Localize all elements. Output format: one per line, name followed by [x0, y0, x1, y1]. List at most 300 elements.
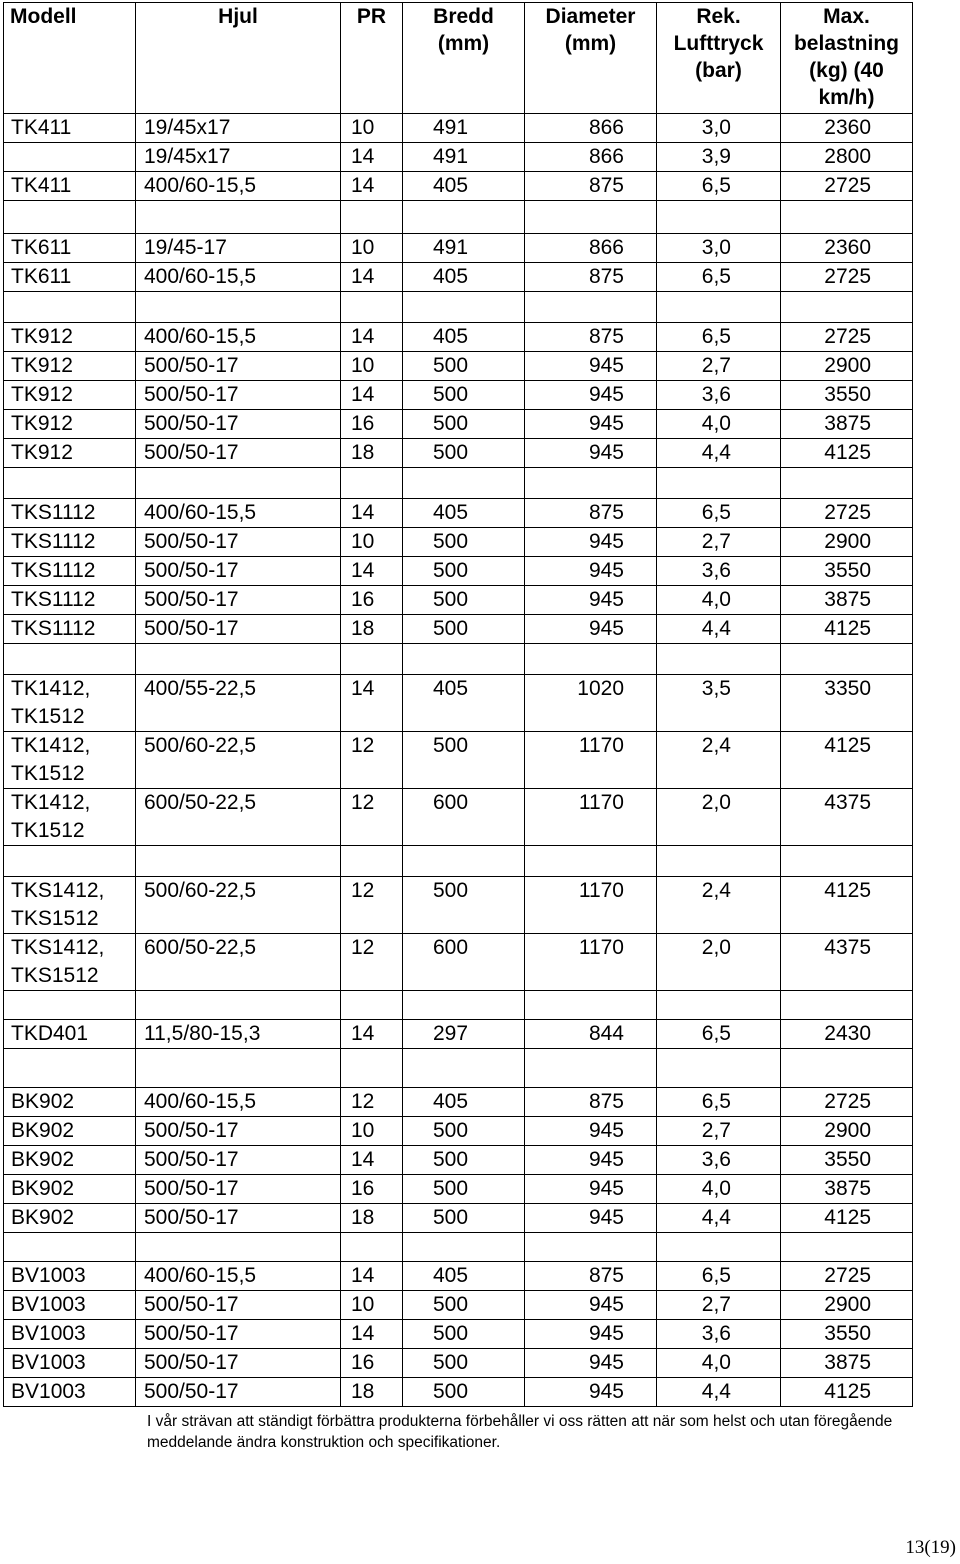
- table-cell: BK902: [4, 1204, 136, 1233]
- spacer-cell: [781, 644, 913, 675]
- table-cell: 500/50-17: [136, 615, 341, 644]
- table-cell: 500: [403, 352, 525, 381]
- table-cell: 500: [403, 1146, 525, 1175]
- table-cell: 3550: [781, 1146, 913, 1175]
- spacer-cell: [136, 1233, 341, 1262]
- table-row: [4, 586, 913, 615]
- spacer-cell: [403, 846, 525, 877]
- spacer-row: [4, 201, 913, 234]
- table-row: [4, 352, 913, 381]
- table-cell: 12: [341, 732, 403, 789]
- spacer-cell: [781, 846, 913, 877]
- table-cell: 2900: [781, 352, 913, 381]
- table-cell: 2360: [781, 234, 913, 263]
- table-cell: 400/60-15,5: [136, 1262, 341, 1291]
- spacer-cell: [136, 292, 341, 323]
- table-cell: 500: [403, 1117, 525, 1146]
- table-cell: 500/50-17: [136, 1291, 341, 1320]
- spacer-cell: [4, 1233, 136, 1262]
- table-cell: 19/45-17: [136, 234, 341, 263]
- table-cell: 14: [341, 323, 403, 352]
- table-cell: 6,5: [657, 323, 781, 352]
- table-row: [4, 934, 913, 991]
- spacer-cell: [657, 991, 781, 1020]
- table-cell: BV1003: [4, 1320, 136, 1349]
- table-row: [4, 499, 913, 528]
- spacer-cell: [525, 991, 657, 1020]
- table-cell: 6,5: [657, 1088, 781, 1117]
- table-cell: 18: [341, 439, 403, 468]
- table-row: [4, 528, 913, 557]
- spacer-cell: [781, 468, 913, 499]
- table-cell: 3875: [781, 586, 913, 615]
- table-cell: 500/60-22,5: [136, 877, 341, 934]
- spacer-cell: [657, 1049, 781, 1088]
- table-cell: 2,0: [657, 789, 781, 846]
- table-row: [4, 439, 913, 468]
- spacer-cell: [525, 846, 657, 877]
- table-row: [4, 1175, 913, 1204]
- table-cell: 400/60-15,5: [136, 263, 341, 292]
- table-cell: 500: [403, 1378, 525, 1407]
- table-row: [4, 1088, 913, 1117]
- table-cell: 2725: [781, 172, 913, 201]
- table-cell: 500: [403, 1320, 525, 1349]
- table-cell: 3,9: [657, 143, 781, 172]
- table-cell: 4125: [781, 1378, 913, 1407]
- table-row: [4, 114, 913, 143]
- table-row: [4, 789, 913, 846]
- table-cell: 500/50-17: [136, 586, 341, 615]
- table-body: [4, 114, 913, 1407]
- table-cell: 875: [525, 323, 657, 352]
- spacer-cell: [4, 201, 136, 234]
- table-row: [4, 143, 913, 172]
- table-cell: 10: [341, 352, 403, 381]
- table-cell: 3875: [781, 1175, 913, 1204]
- table-cell: TKS1112: [4, 615, 136, 644]
- spacer-cell: [136, 201, 341, 234]
- table-cell: 2725: [781, 323, 913, 352]
- table-cell: 491: [403, 234, 525, 263]
- table-cell: 14: [341, 557, 403, 586]
- table-cell: 945: [525, 1117, 657, 1146]
- table-cell: 500/60-22,5: [136, 732, 341, 789]
- table-cell: 2725: [781, 1262, 913, 1291]
- table-cell: 405: [403, 1088, 525, 1117]
- table-cell: 866: [525, 143, 657, 172]
- table-cell: 3,6: [657, 1320, 781, 1349]
- table-cell: 10: [341, 1117, 403, 1146]
- table-cell: 600/50-22,5: [136, 934, 341, 991]
- table-cell: 945: [525, 586, 657, 615]
- spacer-cell: [4, 846, 136, 877]
- header-row: [4, 3, 913, 114]
- table-cell: TKS1412, TKS1512: [4, 934, 136, 991]
- spacer-cell: [657, 201, 781, 234]
- table-cell: 500: [403, 877, 525, 934]
- table-row: [4, 1320, 913, 1349]
- spacer-row: [4, 468, 913, 499]
- table-cell: 500/50-17: [136, 1349, 341, 1378]
- table-cell: BV1003: [4, 1262, 136, 1291]
- table-row: [4, 1378, 913, 1407]
- spacer-cell: [136, 468, 341, 499]
- table-row: [4, 234, 913, 263]
- table-cell: 500/50-17: [136, 1320, 341, 1349]
- table-cell: 500/50-17: [136, 410, 341, 439]
- table-cell: TK1412, TK1512: [4, 675, 136, 732]
- spacer-cell: [136, 846, 341, 877]
- table-cell: 1170: [525, 732, 657, 789]
- table-cell: 2900: [781, 528, 913, 557]
- spacer-cell: [525, 1049, 657, 1088]
- spacer-cell: [341, 1049, 403, 1088]
- spacer-cell: [657, 1233, 781, 1262]
- table-cell: 4125: [781, 732, 913, 789]
- table-cell: BV1003: [4, 1378, 136, 1407]
- table-cell: BK902: [4, 1088, 136, 1117]
- table-cell: 4,4: [657, 615, 781, 644]
- table-cell: 12: [341, 877, 403, 934]
- spacer-cell: [657, 468, 781, 499]
- table-cell: 12: [341, 934, 403, 991]
- table-cell: 14: [341, 1020, 403, 1049]
- table-row: [4, 381, 913, 410]
- table-cell: 6,5: [657, 263, 781, 292]
- table-cell: 945: [525, 1291, 657, 1320]
- page-number: 13(19): [905, 1537, 956, 1558]
- table-row: [4, 1146, 913, 1175]
- table-cell: 945: [525, 381, 657, 410]
- spacer-cell: [403, 1233, 525, 1262]
- table-cell: 2725: [781, 499, 913, 528]
- table-cell: TKS1112: [4, 586, 136, 615]
- spacer-cell: [403, 644, 525, 675]
- spacer-cell: [341, 1233, 403, 1262]
- spacer-cell: [403, 468, 525, 499]
- table-cell: 6,5: [657, 172, 781, 201]
- table-cell: TK912: [4, 439, 136, 468]
- table-cell: 4,0: [657, 1175, 781, 1204]
- table-cell: 10: [341, 234, 403, 263]
- table-cell: 866: [525, 114, 657, 143]
- table-cell: 4,0: [657, 586, 781, 615]
- table-cell: 3,5: [657, 675, 781, 732]
- table-row: [4, 732, 913, 789]
- spacer-cell: [403, 201, 525, 234]
- table-cell: 875: [525, 499, 657, 528]
- table-cell: 500/50-17: [136, 381, 341, 410]
- table-row: [4, 1349, 913, 1378]
- table-cell: 875: [525, 263, 657, 292]
- table-cell: 6,5: [657, 1020, 781, 1049]
- spacer-cell: [341, 846, 403, 877]
- table-cell: 18: [341, 1378, 403, 1407]
- spacer-cell: [525, 201, 657, 234]
- table-cell: 14: [341, 675, 403, 732]
- spacer-cell: [781, 1233, 913, 1262]
- table-cell: 1170: [525, 789, 657, 846]
- spacer-row: [4, 846, 913, 877]
- table-cell: 14: [341, 1262, 403, 1291]
- table-cell: 2900: [781, 1117, 913, 1146]
- spacer-row: [4, 644, 913, 675]
- table-cell: TKS1412, TKS1512: [4, 877, 136, 934]
- table-row: [4, 877, 913, 934]
- table-cell: 10: [341, 114, 403, 143]
- table-cell: 400/60-15,5: [136, 323, 341, 352]
- table-cell: TK411: [4, 114, 136, 143]
- spacer-cell: [136, 991, 341, 1020]
- table-cell: 500/50-17: [136, 352, 341, 381]
- table-row: [4, 1204, 913, 1233]
- table-cell: 2900: [781, 1291, 913, 1320]
- table-cell: 400/60-15,5: [136, 1088, 341, 1117]
- table-row: [4, 410, 913, 439]
- table-row: [4, 675, 913, 732]
- spacer-cell: [4, 644, 136, 675]
- table-cell: 945: [525, 439, 657, 468]
- table-cell: 945: [525, 528, 657, 557]
- table-cell: 500: [403, 381, 525, 410]
- table-cell: 10: [341, 528, 403, 557]
- table-cell: 4125: [781, 439, 913, 468]
- table-cell: 14: [341, 263, 403, 292]
- table-cell: 3875: [781, 1349, 913, 1378]
- table-cell: 945: [525, 1204, 657, 1233]
- table-cell: 600/50-22,5: [136, 789, 341, 846]
- table-cell: 12: [341, 789, 403, 846]
- spacer-cell: [4, 292, 136, 323]
- table-cell: 945: [525, 1378, 657, 1407]
- table-cell: TK912: [4, 410, 136, 439]
- table-cell: 405: [403, 263, 525, 292]
- table-cell: TK1412, TK1512: [4, 789, 136, 846]
- table-cell: BK902: [4, 1117, 136, 1146]
- table-cell: TKD401: [4, 1020, 136, 1049]
- table-cell: 3,0: [657, 234, 781, 263]
- table-row: [4, 263, 913, 292]
- table-cell: 3875: [781, 410, 913, 439]
- table-cell: 1170: [525, 877, 657, 934]
- table-cell: 19/45x17: [136, 143, 341, 172]
- table-cell: 3350: [781, 675, 913, 732]
- spacer-cell: [136, 1049, 341, 1088]
- table-cell: 4125: [781, 615, 913, 644]
- table-row: [4, 1117, 913, 1146]
- table-cell: 11,5/80-15,3: [136, 1020, 341, 1049]
- table-cell: 6,5: [657, 1262, 781, 1291]
- table-cell: 500: [403, 1291, 525, 1320]
- disclaimer-note: I vår strävan att ständigt förbättra produkterna förbehåller vi oss rätten att när som helst och utan föregående meddelande ändra konstruktion och specifikationer.: [147, 1413, 893, 1451]
- table-cell: 3,6: [657, 1146, 781, 1175]
- table-cell: 6,5: [657, 499, 781, 528]
- table-cell: TK912: [4, 381, 136, 410]
- table-cell: 400/60-15,5: [136, 499, 341, 528]
- table-row: [4, 615, 913, 644]
- table-cell: 297: [403, 1020, 525, 1049]
- table-cell: 500/50-17: [136, 439, 341, 468]
- table-cell: 500: [403, 439, 525, 468]
- spacer-cell: [525, 292, 657, 323]
- table-cell: 2725: [781, 263, 913, 292]
- header-modell: Modell: [4, 3, 136, 114]
- table-cell: 600: [403, 934, 525, 991]
- spacer-cell: [341, 201, 403, 234]
- spacer-row: [4, 1049, 913, 1088]
- table-cell: 2725: [781, 1088, 913, 1117]
- table-cell: BK902: [4, 1175, 136, 1204]
- spacer-cell: [525, 644, 657, 675]
- spacer-cell: [341, 468, 403, 499]
- spacer-cell: [781, 201, 913, 234]
- table-cell: 400/60-15,5: [136, 172, 341, 201]
- table-cell: TKS1112: [4, 499, 136, 528]
- spacer-cell: [781, 991, 913, 1020]
- table-cell: 500: [403, 410, 525, 439]
- table-cell: 866: [525, 234, 657, 263]
- spacer-cell: [657, 644, 781, 675]
- table-cell: 500: [403, 528, 525, 557]
- spacer-cell: [781, 292, 913, 323]
- table-cell: 16: [341, 586, 403, 615]
- header-bredd: Bredd (mm): [403, 3, 525, 114]
- spacer-cell: [657, 292, 781, 323]
- table-cell: 2,7: [657, 1117, 781, 1146]
- table-cell: 500/50-17: [136, 557, 341, 586]
- table-cell: 500: [403, 1204, 525, 1233]
- table-cell: 500/50-17: [136, 528, 341, 557]
- table-cell: 18: [341, 615, 403, 644]
- table-row: [4, 1020, 913, 1049]
- table-cell: 400/55-22,5: [136, 675, 341, 732]
- table-cell: 14: [341, 172, 403, 201]
- table-cell: 2360: [781, 114, 913, 143]
- table-cell: 500: [403, 1349, 525, 1378]
- spacer-row: [4, 292, 913, 323]
- table-cell: 16: [341, 1349, 403, 1378]
- table-cell: 875: [525, 1262, 657, 1291]
- table-cell: 18: [341, 1204, 403, 1233]
- table-cell: TK411: [4, 172, 136, 201]
- table-cell: 405: [403, 675, 525, 732]
- table-cell: 14: [341, 143, 403, 172]
- table-cell: 2,0: [657, 934, 781, 991]
- header-diameter: Diameter (mm): [525, 3, 657, 114]
- table-cell: 491: [403, 114, 525, 143]
- table-row: [4, 557, 913, 586]
- table-cell: 4,4: [657, 439, 781, 468]
- table-cell: 2,4: [657, 877, 781, 934]
- tire-spec-table: [3, 2, 913, 1407]
- table-cell: 3,0: [657, 114, 781, 143]
- table-cell: 945: [525, 1320, 657, 1349]
- header-lufttryck: Rek. Lufttryck (bar): [657, 3, 781, 114]
- table-cell: 405: [403, 499, 525, 528]
- table-cell: 945: [525, 352, 657, 381]
- header-max-belastning: Max. belastning (kg) (40 km/h): [781, 3, 913, 114]
- spacer-cell: [781, 1049, 913, 1088]
- table-row: [4, 172, 913, 201]
- table-cell: 4,4: [657, 1378, 781, 1407]
- table-cell: BV1003: [4, 1291, 136, 1320]
- table-cell: TK611: [4, 263, 136, 292]
- table-cell: 405: [403, 323, 525, 352]
- spacer-cell: [341, 644, 403, 675]
- table-cell: [4, 143, 136, 172]
- spacer-cell: [525, 468, 657, 499]
- table-cell: 500: [403, 615, 525, 644]
- table-cell: 2,7: [657, 1291, 781, 1320]
- table-cell: 3550: [781, 1320, 913, 1349]
- spacer-cell: [341, 991, 403, 1020]
- table-cell: 2,7: [657, 528, 781, 557]
- table-cell: 10: [341, 1291, 403, 1320]
- table-cell: 945: [525, 1175, 657, 1204]
- spacer-cell: [525, 1233, 657, 1262]
- spacer-cell: [657, 846, 781, 877]
- spacer-cell: [403, 991, 525, 1020]
- table-cell: 500/50-17: [136, 1117, 341, 1146]
- spacer-cell: [341, 292, 403, 323]
- table-row: [4, 323, 913, 352]
- table-cell: 945: [525, 410, 657, 439]
- spacer-cell: [136, 644, 341, 675]
- table-cell: 2,4: [657, 732, 781, 789]
- header-hjul: Hjul: [136, 3, 341, 114]
- table-cell: 491: [403, 143, 525, 172]
- table-cell: 945: [525, 557, 657, 586]
- table-cell: 945: [525, 1146, 657, 1175]
- table-cell: 2430: [781, 1020, 913, 1049]
- table-cell: TKS1112: [4, 528, 136, 557]
- table-cell: 1020: [525, 675, 657, 732]
- table-cell: 4375: [781, 789, 913, 846]
- table-cell: 875: [525, 172, 657, 201]
- table-cell: 14: [341, 381, 403, 410]
- spacer-cell: [4, 468, 136, 499]
- table-cell: 500: [403, 586, 525, 615]
- table-cell: 14: [341, 1320, 403, 1349]
- table-cell: 500/50-17: [136, 1378, 341, 1407]
- table-cell: 4,4: [657, 1204, 781, 1233]
- table-cell: 12: [341, 1088, 403, 1117]
- table-cell: 500: [403, 732, 525, 789]
- table-cell: 2,7: [657, 352, 781, 381]
- table-cell: TK611: [4, 234, 136, 263]
- table-cell: 4,0: [657, 1349, 781, 1378]
- header-pr: PR: [341, 3, 403, 114]
- table-cell: 14: [341, 499, 403, 528]
- table-cell: 405: [403, 172, 525, 201]
- table-cell: 4,0: [657, 410, 781, 439]
- table-cell: 500/50-17: [136, 1175, 341, 1204]
- table-cell: 3,6: [657, 381, 781, 410]
- table-cell: 844: [525, 1020, 657, 1049]
- table-cell: 405: [403, 1262, 525, 1291]
- spacer-cell: [4, 1049, 136, 1088]
- table-cell: 3550: [781, 557, 913, 586]
- table-cell: TK912: [4, 352, 136, 381]
- table-cell: 500/50-17: [136, 1146, 341, 1175]
- table-cell: TK1412, TK1512: [4, 732, 136, 789]
- table-cell: 16: [341, 410, 403, 439]
- table-cell: 19/45x17: [136, 114, 341, 143]
- spacer-cell: [403, 1049, 525, 1088]
- table-cell: TK912: [4, 323, 136, 352]
- table-cell: 4125: [781, 1204, 913, 1233]
